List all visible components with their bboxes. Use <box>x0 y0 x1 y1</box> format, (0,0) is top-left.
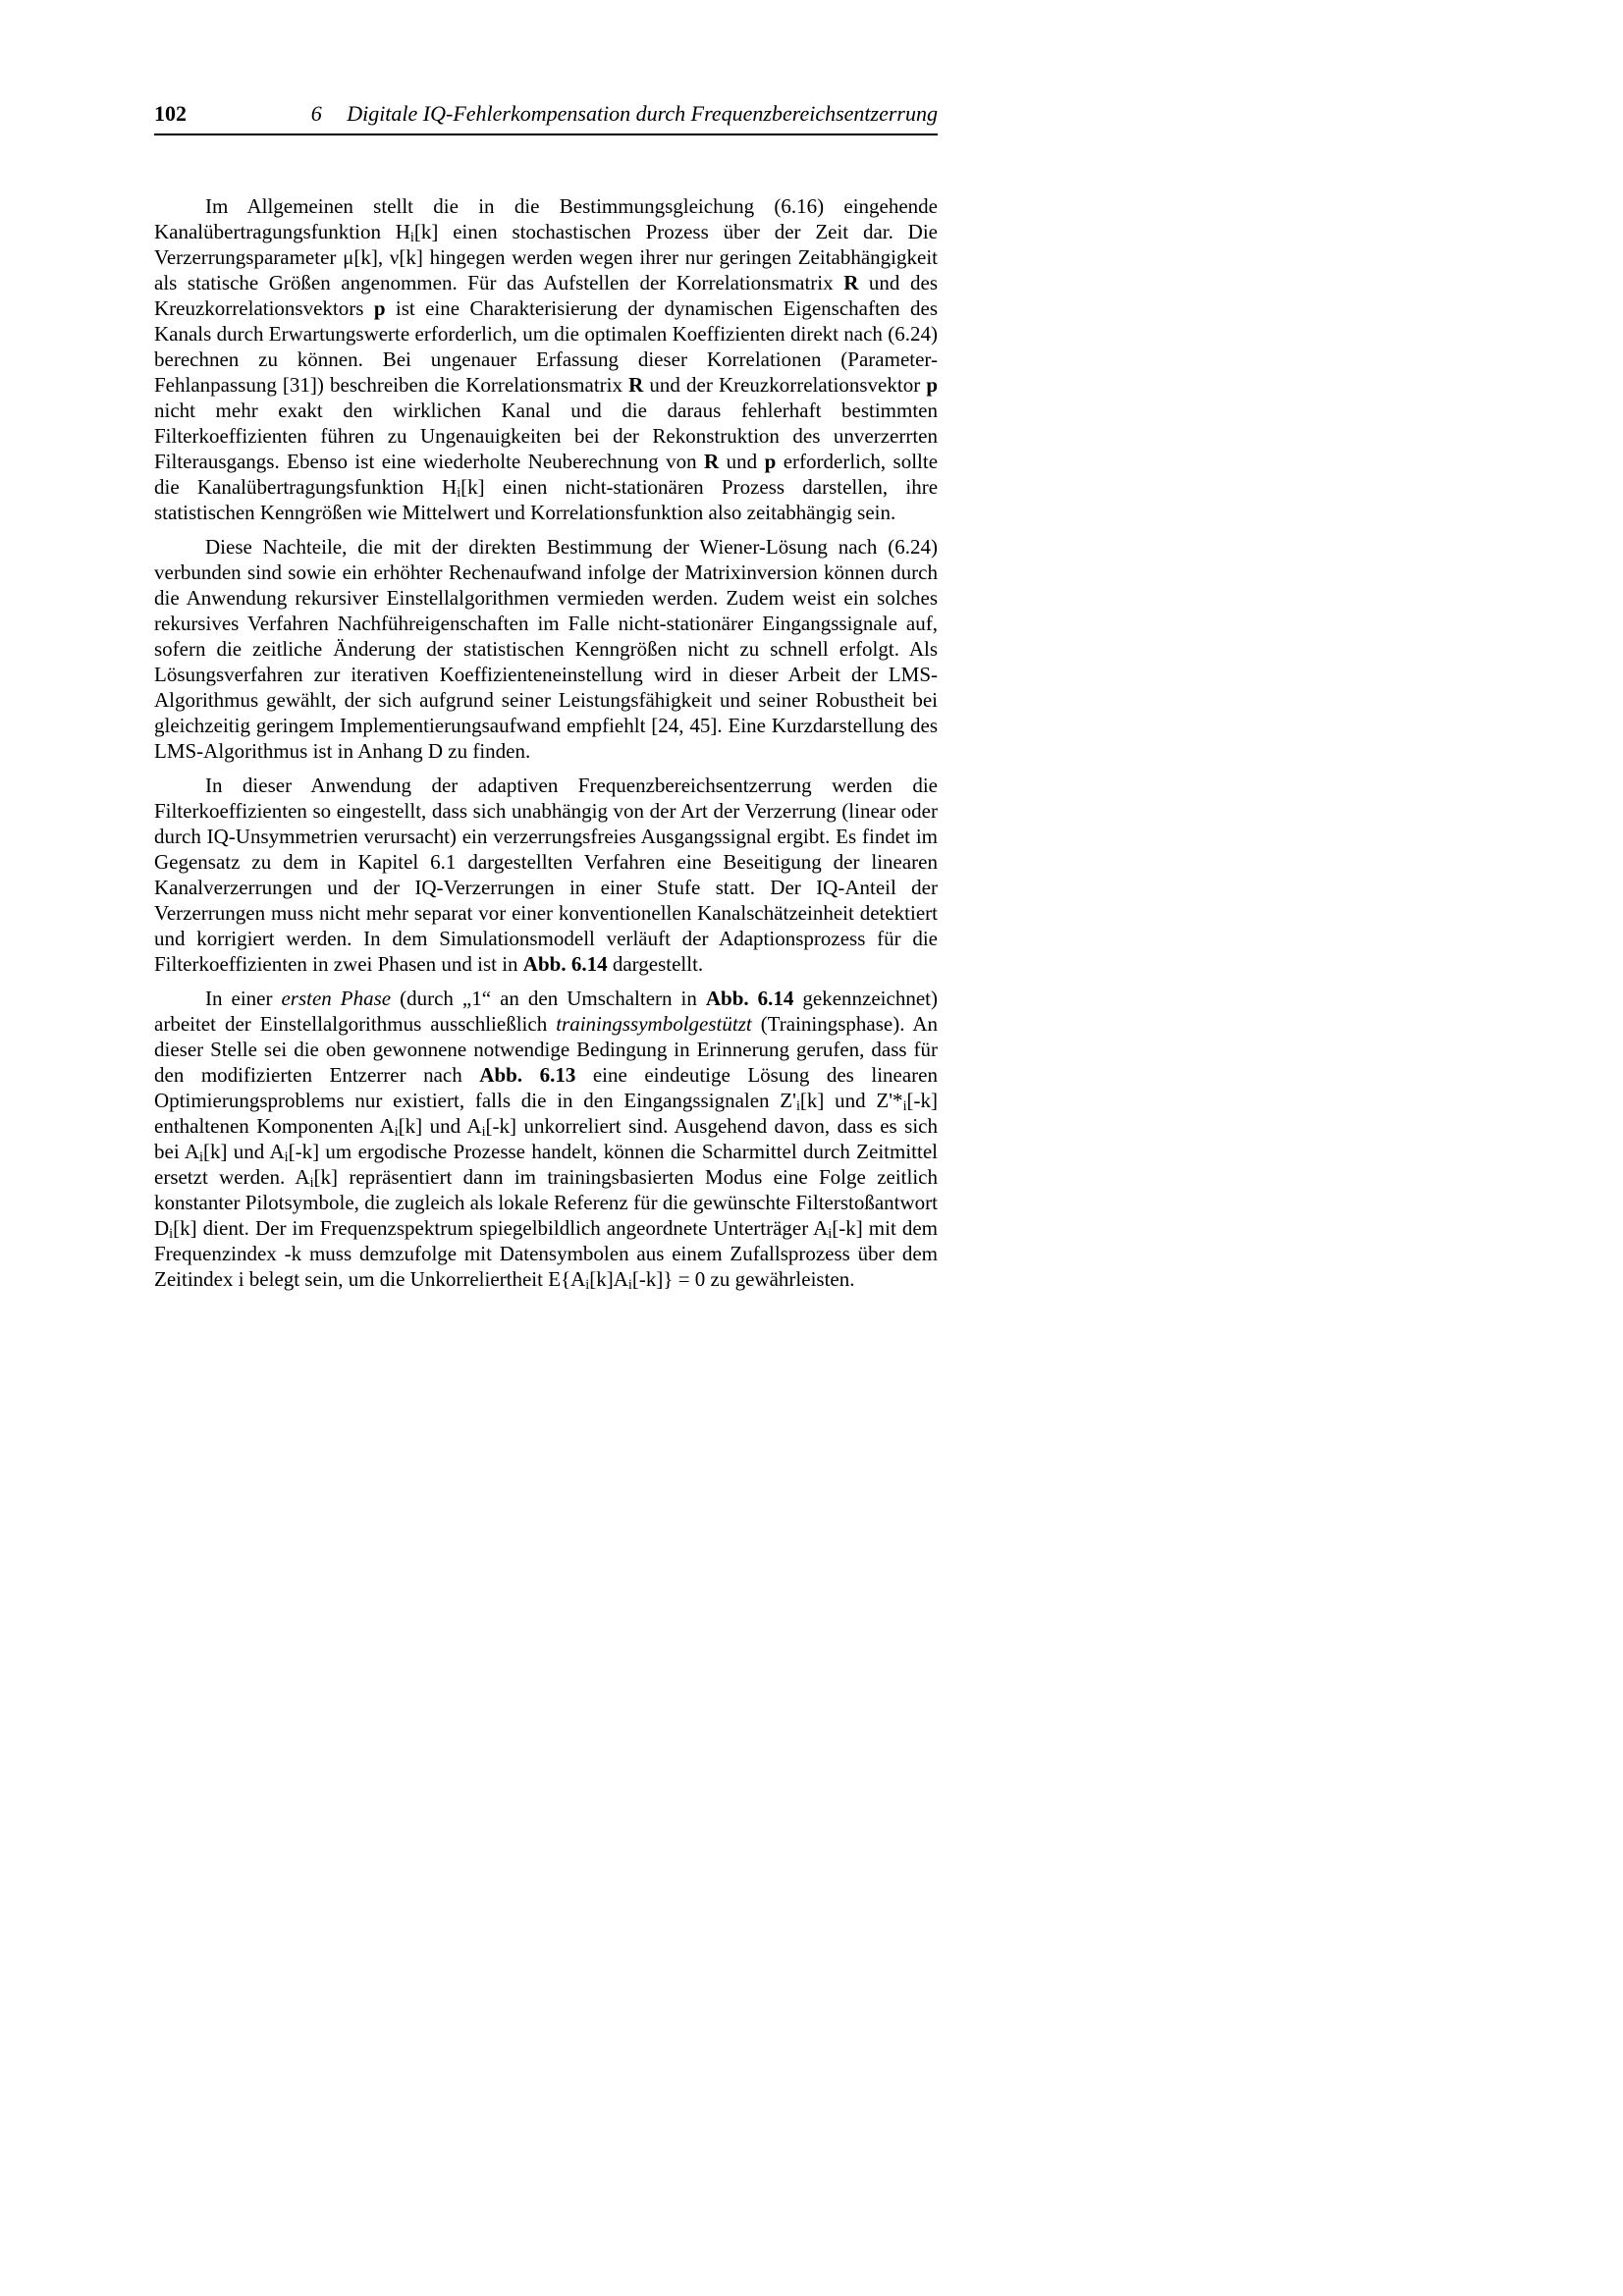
page-body <box>154 193 938 1292</box>
text-segment: Diese Nachteile, die mit der direkten Bestimmung der Wiener-Lösung nach (6.24) verbunden sind sowie ein erhöhter Rechenaufwand infolge der Matrixinversion können durch die Anwendung rekursiver Einstellalgorithmen vermieden werden. Zudem weist ein solches rekursives Verfahren Nachführeigenschaften im Falle nicht-stationärer Eingangssignale auf, sofern die zeitliche Änderung der statistischen Kenngrößen nicht zu schnell erfolgt. Als Lösungsverfahren zur iterativen Koeffizienteneinstellung wird in dieser Arbeit der LMS-Algorithmus gewählt, der sich aufgrund seiner Leistungsfähigkeit und seiner Robustheit bei gleichzeitig geringem Implementierungsaufwand empfiehlt [24, 45]. Eine Kurzdarstellung des LMS-Algorithmus ist in Anhang D zu finden. <box>154 535 938 763</box>
text-segment: i <box>284 1149 289 1166</box>
text-segment: p <box>373 296 386 320</box>
text-segment: (Trainingsphase). An dieser Stelle sei die oben gewonnene notwendige Bedingung in Erinnerung gerufen, dass für den modifizierten Entzerrer nach <box>154 1012 938 1087</box>
text-segment: [k] und Z'* <box>799 1089 903 1112</box>
text-segment: Abb. 6.13 <box>479 1063 576 1087</box>
text-segment: [-k]} = 0 zu gewährleisten. <box>631 1267 855 1291</box>
text-segment: i <box>409 230 414 246</box>
paragraph-1 <box>154 193 938 525</box>
text-segment: i <box>828 1226 833 1243</box>
paragraph-4 <box>154 986 938 1292</box>
text-segment: i <box>457 485 461 502</box>
text-segment: [k] einen nicht-stationären Prozess darstellen, ihre statistischen Kenngrößen wie Mittelwert und Korrelationsfunktion also zeitabhängig sein. <box>154 475 939 524</box>
text-segment: Abb. 6.14 <box>705 987 794 1010</box>
running-title <box>311 101 938 127</box>
text-segment: [-k] um ergodische Prozesse handelt, können die Scharmittel durch Zeitmittel ersetzt werden. A <box>154 1140 938 1189</box>
text-segment: ersten Phase <box>281 987 392 1010</box>
text-segment: p <box>926 373 938 397</box>
text-segment: i <box>394 1124 399 1141</box>
page-number: 102 <box>154 101 187 126</box>
text-segment: i <box>199 1149 203 1166</box>
text-segment: [-k] mit dem Frequenzindex -k muss demzufolge mit Datensymbolen aus einem Zufallsprozess über dem Zeitindex i belegt sein, um die Unkorreliertheit E{A <box>154 1216 938 1291</box>
text-segment: R <box>704 450 720 473</box>
text-segment: p <box>764 450 777 473</box>
paragraph-3 <box>154 773 938 977</box>
text-segment: [k] dient. Der im Frequenzspektrum spiegelbildlich angeordnete Unterträger A <box>173 1216 829 1240</box>
paragraph-2 <box>154 534 938 764</box>
text-segment: und der Kreuzkorrelationsvektor <box>643 373 927 397</box>
text-segment: ist eine Charakterisierung der dynamischen Eigenschaften des Kanals durch Erwartungswerte erforderlich, um die optimalen Koeffizienten direkt nach (6.24) berechnen zu können. Bei ungenauer Erfassung dieser Korrelationen (Parameter-Fehlanpassung [31]) beschreiben die Korrelationsmatrix <box>154 296 938 397</box>
text-segment: i <box>585 1277 590 1294</box>
text-segment: trainingssymbolgestützt <box>556 1012 752 1036</box>
text-segment: [-k] unkorreliert sind. Ausgehend davon, dass es sich bei A <box>154 1114 938 1163</box>
text-segment: und <box>719 450 765 473</box>
chapter-name: Digitale IQ-Fehlerkompensation durch Frequenzbereichsentzerrung <box>347 101 938 126</box>
chapter-number: 6 <box>310 101 322 126</box>
text-segment: [k] und A <box>398 1114 482 1138</box>
text-segment: i <box>481 1124 486 1141</box>
text-segment: i <box>902 1098 907 1115</box>
text-segment: Abb. 6.14 <box>522 952 608 976</box>
text-segment: und des Kreuzkorrelationsvektors <box>154 271 938 320</box>
text-segment: i <box>169 1226 174 1243</box>
text-segment: i <box>627 1277 632 1294</box>
text-segment: [-k] enthaltenen Komponenten A <box>154 1089 939 1138</box>
text-segment: (durch „1“ an den Umschaltern in <box>391 987 706 1010</box>
text-segment: [k] repräsentiert dann im trainingsbasierten Modus eine Folge zeitlich konstanter Pilotsymbole, die zugleich als lokale Referenz für die gewünschte Filterstoßantwort D <box>154 1165 938 1240</box>
text-segment: dargestellt. <box>607 952 704 976</box>
text-segment: [k] einen stochastischen Prozess über der Zeit dar. Die Verzerrungsparameter μ[k], ν[k] hingegen werden wegen ihrer nur geringen Zeitabhängigkeit als statische Größen angenommen. Für das Aufstellen der Korrelationsmatrix <box>154 220 938 294</box>
text-segment: R <box>843 271 859 294</box>
text-segment: nicht mehr exakt den wirklichen Kanal und die daraus fehlerhaft bestimmten Filterkoeffizienten führen zu Ungenauigkeiten bei der Rekonstruktion des unverzerrten Filterausgangs. Ebenso ist eine wiederholte Neuberechnung von <box>154 399 938 473</box>
text-segment: In dieser Anwendung der adaptiven Frequenzbereichsentzerrung werden die Filterkoeffizienten so eingestellt, dass sich unabhängig von der Art der Verzerrung (linear oder durch IQ-Unsymmetrien verursacht) ein verzerrungsfreies Ausgangssignal ergibt. Es findet im Gegensatz zu dem in Kapitel 6.1 dargestellten Verfahren eine Beseitigung der linearen Kanalverzerrungen und der IQ-Verzerrungen in einer Stufe statt. Der IQ-Anteil der Verzerrungen muss nicht mehr separat vor einer konventionellen Kanalschätzeinheit detektiert und korrigiert werden. In dem Simulationsmodell verläuft der Adaptionsprozess für die Filterkoeffizienten in zwei Phasen und ist in <box>154 774 938 976</box>
text-segment: [k]A <box>589 1267 628 1291</box>
text-segment: erforderlich, sollte die Kanalübertragungsfunktion H <box>154 450 939 499</box>
page-header <box>154 101 938 135</box>
text-segment: i <box>795 1098 800 1115</box>
text-segment: gekennzeichnet) arbeitet der Einstellalgorithmus ausschließlich <box>154 987 938 1036</box>
text-segment: i <box>309 1175 314 1192</box>
text-segment: [k] und A <box>202 1140 285 1163</box>
text-segment: eine eindeutige Lösung des linearen Optimierungsproblems nur existiert, falls die in den Eingangssignalen Z' <box>154 1063 938 1112</box>
text-segment: In einer <box>205 987 282 1010</box>
text-segment: R <box>628 373 644 397</box>
text-segment: Im Allgemeinen stellt die in die Bestimmungsgleichung (6.16) eingehende Kanalübertragungsfunktion H <box>154 194 938 243</box>
